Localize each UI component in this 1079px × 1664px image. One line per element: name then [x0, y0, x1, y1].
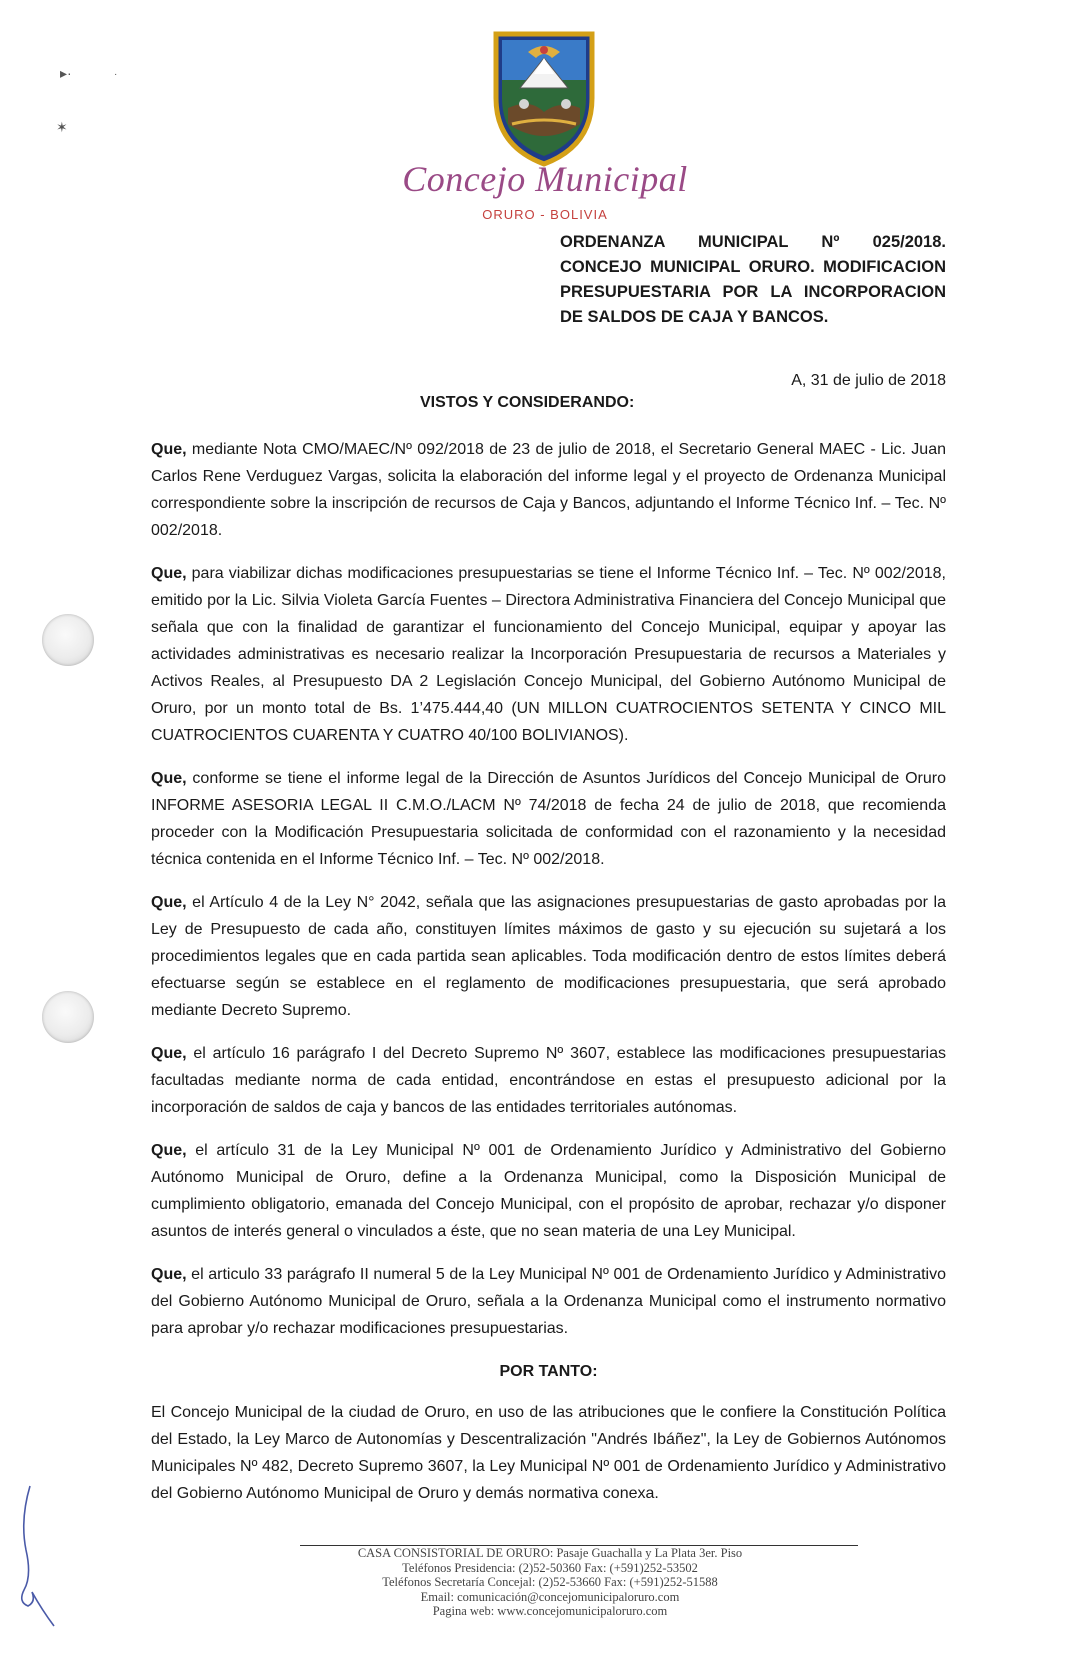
por-tanto-heading: POR TANTO: — [499, 1363, 598, 1380]
paragraph — [151, 560, 946, 749]
footer-contact — [250, 1546, 850, 1619]
paragraph — [151, 765, 946, 873]
punch-hole — [42, 614, 94, 666]
ordinance-title: ORDENANZA MUNICIPAL Nº 025/2018. CONCEJO MUNICIPAL ORURO. MODIFICACION PRESUPUESTARIA POR LA INCORPORACION DE SALDOS DE CAJA Y BANCOS. — [560, 233, 946, 326]
footer-phone-presidency: Teléfonos Presidencia: (2)52-50360 Fax: (+591)252-53502 — [402, 1560, 698, 1575]
paragraph — [151, 1261, 946, 1342]
paragraph — [151, 1040, 946, 1121]
municipal-coat-of-arms-icon — [490, 28, 598, 168]
footer-address: CASA CONSISTORIAL DE ORURO: Pasaje Guachalla y La Plata 3er. Piso — [357, 1546, 743, 1560]
document-date: A, 31 de julio de 2018 — [791, 372, 946, 389]
punch-hole — [42, 991, 94, 1043]
footer-email: Email: comunicación@concejomunicipaloruro.com — [420, 1589, 680, 1604]
paragraph-lead: Que, — [151, 1142, 187, 1159]
brand-location: ORURO - BOLIVIA — [482, 207, 608, 222]
paragraph — [151, 1137, 946, 1245]
footer-phone-secretary: Teléfonos Secretaría Concejal: (2)52-53660 Fax: (+591)252-51588 — [382, 1575, 718, 1589]
scan-speck: ✶ — [56, 119, 68, 135]
paragraph — [151, 436, 946, 544]
paragraph-lead: Que, — [151, 565, 187, 582]
por-tanto-text: El Concejo Municipal de la ciudad de Oruro, en uso de las atribuciones que le confiere la Constitución Política del Estado, la Ley Marco de Autonomías y Descentralización "Andrés Ibáñez", la Ley de Gobiernos Autónomos Municipales Nº 482, Decreto Supremo 3607, la Ley Municipal Nº 001 de Ordenamiento Jurídico y Administrativo del Gobierno Autónomo Municipal de Oruro y demás normativa conexa. — [151, 1404, 946, 1502]
paragraph-text: el artículo 31 de la Ley Municipal Nº 001 de Ordenamiento Jurídico y Administrativo del Gobierno Autónomo Municipal de Oruro, define a la Ordenanza Municipal, como la Disposición Municipal de cumplimiento obligatorio, emanada del Concejo Municipal, con el propósito de aprobar, rechazar y/o disponer asuntos de interés general o vinculados a éste, que no sean materia de una Ley Municipal. — [151, 1142, 946, 1240]
paragraph-text: para viabilizar dichas modificaciones presupuestarias se tiene el Informe Técnico Inf. – Tec. Nº 002/2018, emitido por la Lic. Silvia Violeta García Fuentes – Directora Administrativa Financiera del Concejo Municipal que señala que con la finalidad de garantizar el funcionamiento del Concejo Municipal, equipar y apoyar las actividades administrativas es necesario realizar la Incorporación Presupuestaria de recursos a Materiales y Activos Reales, al Presupuesto DA 2 Legislación Concejo Municipal, del Gobierno Autónomo Municipal de Oruro, por un monto total de Bs. 1’475.444,40 (UN MILLON CUATROCIENTOS SETENTA Y CINCO MIL CUATROCIENTOS CUARENTA Y CUATRO 40/100 BOLIVIANOS). — [151, 565, 946, 744]
paragraph-lead: Que, — [151, 894, 187, 911]
section-heading: VISTOS Y CONSIDERANDO: — [420, 394, 635, 411]
footer-website: Pagina web: www.concejomunicipaloruro.com — [432, 1604, 668, 1618]
paragraph-text: mediante Nota CMO/MAEC/Nº 092/2018 de 23 de julio de 2018, el Secretario General MAEC - Lic. Juan Carlos Rene Verduguez Vargas, solicita la elaboración del informe legal y el proyecto de Ordenanza Municipal correspondiente sobre la inscripción de recursos de Caja y Bancos, adjuntando el Informe Técnico Inf. – Tec. Nº 002/2018. — [151, 441, 946, 539]
handwritten-mark-icon — [14, 1480, 64, 1630]
paragraph-text: el artículo 16 parágrafo I del Decreto Supremo Nº 3607, establece las modificaciones presupuestarias facultadas mediante norma de cada entidad, encontrándose en estas el presupuesto adicional por la incorporación de saldos de caja y bancos de las entidades territoriales autónomas. — [151, 1045, 946, 1116]
document-body — [151, 436, 946, 1523]
paragraph-lead: Que, — [151, 770, 187, 787]
paragraph — [151, 889, 946, 1024]
paragraph-text: el Artículo 4 de la Ley N° 2042, señala que las asignaciones presupuestarias de gasto aprobadas por la Ley de Presupuesto de cada año, constituyen límites máximos de gasto y su ejecución su sujetará a los procedimientos legales que en cada partida sean aplicables. Toda modificación dentro de estos límites deberá efectuarse según se establece en el reglamento de modificaciones presupuestaria, que será aprobado mediante Decreto Supremo. — [151, 894, 946, 1019]
brand-name: Concejo Municipal — [402, 159, 688, 199]
paragraph-lead: Que, — [151, 1266, 187, 1283]
paragraph-lead: Que, — [151, 1045, 187, 1062]
paragraph-lead: Que, — [151, 441, 187, 458]
paragraph-text: conforme se tiene el informe legal de la Dirección de Asuntos Jurídicos del Concejo Municipal de Oruro INFORME ASESORIA LEGAL II C.M.O./LACM Nº 74/2018 de fecha 24 de julio de 2018, que recomienda proceder con la Modificación Presupuestaria solicitada de conformidad con el razonamiento y la necesidad técnica contenida en el Informe Técnico Inf. – Tec. Nº 002/2018. — [151, 770, 946, 868]
scan-speck: ▸· — [60, 65, 72, 81]
paragraph-text: el articulo 33 parágrafo II numeral 5 de la Ley Municipal Nº 001 de Ordenamiento Jurídico y Administrativo del Gobierno Autónomo Municipal de Oruro, señala a la Ordenanza Municipal como el instrumento normativo para aprobar y/o rechazar modificaciones presupuestarias. — [151, 1266, 946, 1337]
scan-speck: · — [114, 69, 118, 80]
